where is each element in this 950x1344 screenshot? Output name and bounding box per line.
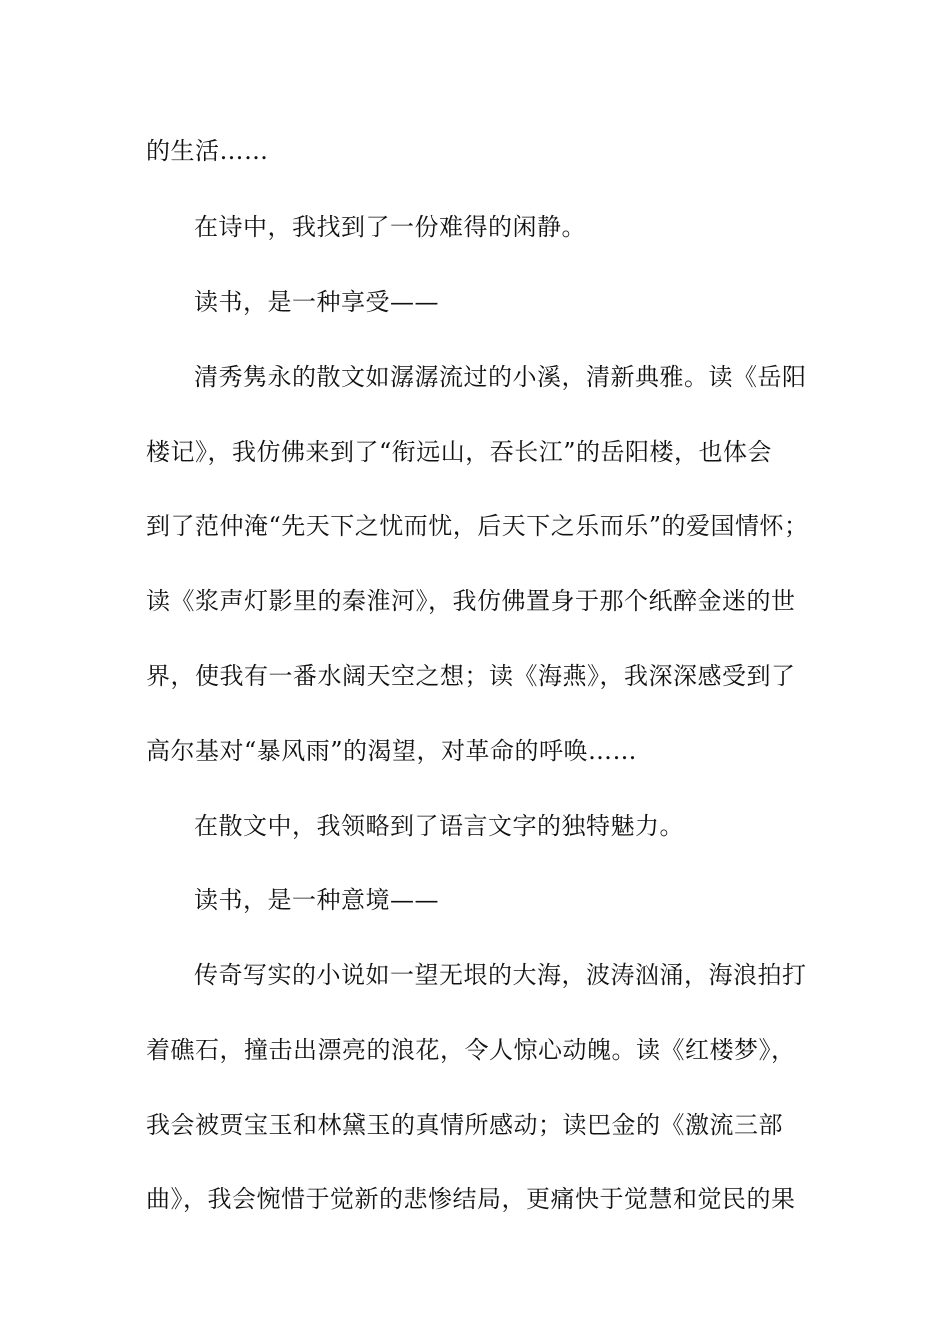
text-line: 传奇写实的小说如一望无垠的大海，波涛汹涌，海浪拍打 bbox=[194, 961, 807, 989]
text-line: 读书，是一种享受—— bbox=[194, 288, 439, 316]
text-line: 的生活…… bbox=[146, 137, 269, 165]
text-line: 着礁石，撞击出漂亮的浪花，令人惊心动魄。读《红楼梦》， bbox=[146, 1036, 796, 1064]
text-line: 我会被贾宝玉和林黛玉的真情所感动；读巴金的《激流三部 bbox=[146, 1111, 783, 1139]
text-line: 曲》，我会惋惜于觉新的悲惨结局，更痛快于觉慧和觉民的果 bbox=[146, 1185, 796, 1213]
text-line: 楼记》，我仿佛来到了“衔远山，吞长江”的岳阳楼，也体会 bbox=[146, 438, 773, 466]
text-line: 读书，是一种意境—— bbox=[194, 886, 439, 914]
text-line: 高尔基对“暴风雨”的渴望，对革命的呼唤…… bbox=[146, 737, 638, 765]
text-line: 在诗中，我找到了一份难得的闲静。 bbox=[194, 213, 586, 241]
text-line: 界，使我有一番水阔天空之想；读《海燕》，我深深感受到了 bbox=[146, 662, 796, 690]
text-line: 读《浆声灯影里的秦淮河》，我仿佛置身于那个纸醉金迷的世 bbox=[146, 587, 796, 615]
text-line: 清秀隽永的散文如潺潺流过的小溪，清新典雅。读《岳阳 bbox=[194, 363, 807, 391]
text-line: 在散文中，我领略到了语言文字的独特魅力。 bbox=[194, 812, 684, 840]
text-line: 到了范仲淹“先天下之忧而忧，后天下之乐而乐”的爱国情怀； bbox=[146, 512, 809, 540]
